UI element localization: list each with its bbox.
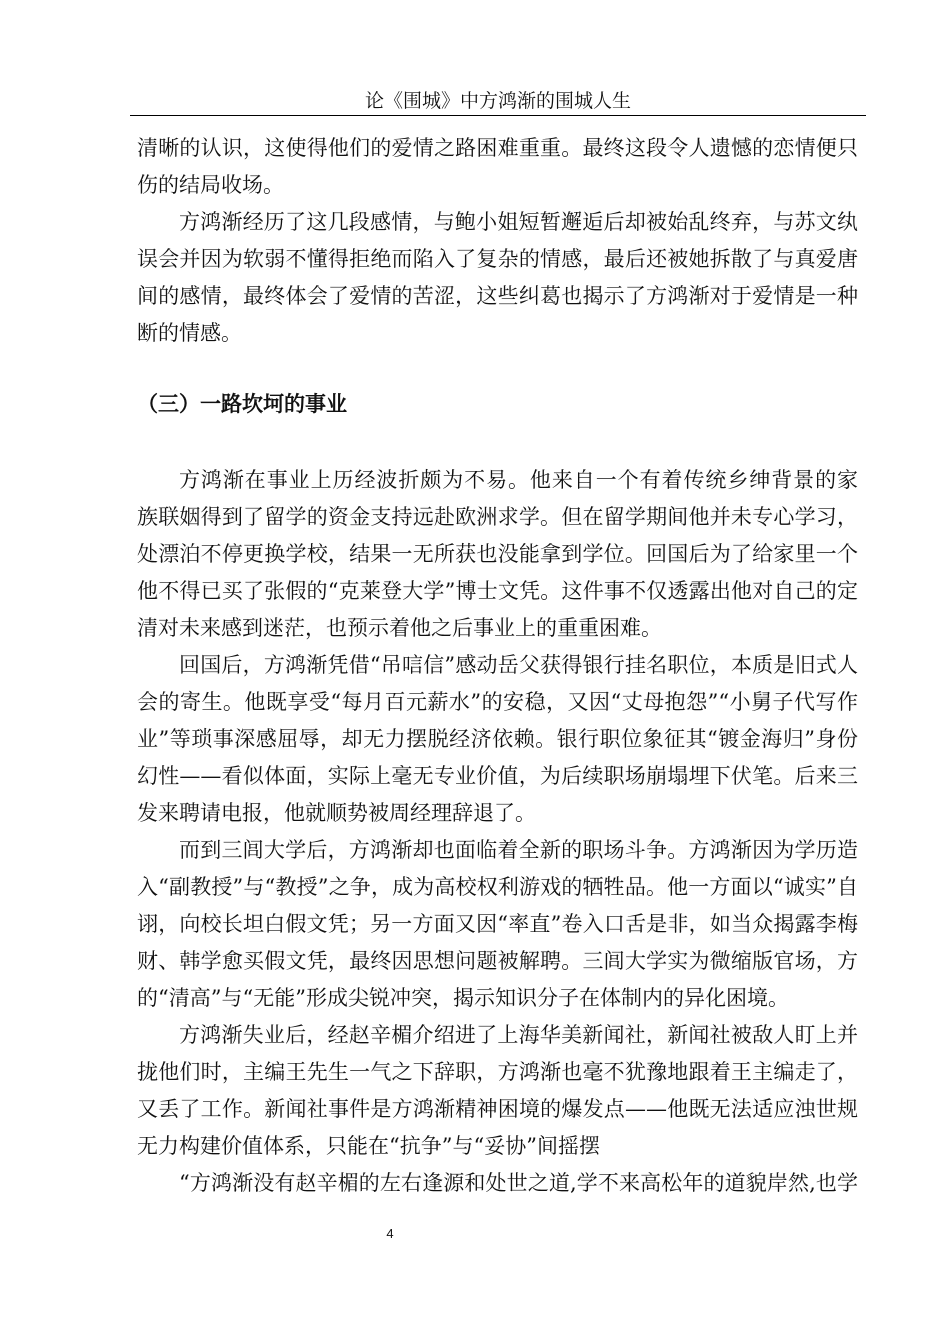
paragraph xyxy=(137,462,858,647)
text-line: 误会并因为软弱不懂得拒绝而陷入了复杂的情感，最后还被她拆散了与真爱唐 xyxy=(137,247,858,271)
text-line: 会的寄生。他既享受“每月百元薪水”的安稳，又因“丈母抱怨”“小舅子代写作 xyxy=(137,689,858,714)
text-line: 而到三闾大学后，方鸿渐却也面临着全新的职场斗争。方鸿渐因为学历造 xyxy=(179,837,858,862)
text-line: 方鸿渐在事业上历经波折颇为不易。他来自一个有着传统乡绅背景的家 xyxy=(179,467,858,492)
text-line: 财、韩学愈买假文凭，最终因思想问题被解聘。三闾大学实为微缩版官场，方 xyxy=(137,948,858,973)
text-line: 发来聘请电报，他就顺势被周经理辞退了。 xyxy=(137,800,536,825)
text-line: 拢他们时，主编王先生一气之下辞职，方鸿渐也毫不犹豫地跟着王主编走了， xyxy=(137,1059,858,1084)
text-line: 诩，向校长坦白假文凭；另一方面又因“率直”卷入口舌是非，如当众揭露李梅 xyxy=(137,911,858,936)
text-line: 业”等琐事深感屈辱，却无力摆脱经济依赖。银行职位象征其“镀金海归”身份 xyxy=(137,726,858,751)
paragraph xyxy=(137,1165,858,1202)
body-text-after-heading xyxy=(137,462,858,1202)
paragraph xyxy=(137,832,858,1017)
paragraph xyxy=(137,204,858,352)
body-text-before-heading xyxy=(137,130,858,352)
text-line: 他不得已买了张假的“克莱登大学”博士文凭。这件事不仅透露出他对自己的定 xyxy=(137,578,858,603)
text-line: 方鸿渐经历了这几段感情，与鲍小姐短暂邂逅后却被始乱终弃，与苏文纨 xyxy=(179,210,858,234)
text-line: 间的感情，最终体会了爱情的苦涩，这些纠葛也揭示了方鸿渐对于爱情是一种 xyxy=(137,284,858,308)
section-heading: （三）一路坎坷的事业 xyxy=(137,391,347,416)
paragraph xyxy=(137,647,858,832)
text-line: “方鸿渐没有赵辛楣的左右逢源和处世之道,学不来高松年的道貌岸然,也学 xyxy=(179,1170,858,1195)
paragraph xyxy=(137,1017,858,1165)
text-line: 方鸿渐失业后，经赵辛楣介绍进了上海华美新闻社，新闻社被敌人盯上并 xyxy=(179,1022,858,1047)
text-line: 清晰的认识，这使得他们的爱情之路困难重重。最终这段令人遗憾的恋情便只 xyxy=(137,136,858,160)
text-line: 伤的结局收场。 xyxy=(137,173,284,197)
text-line: 清对未来感到迷茫，也预示着他之后事业上的重重困难。 xyxy=(137,615,662,640)
text-line: 又丢了工作。新闻社事件是方鸿渐精神困境的爆发点——他既无法适应浊世规 xyxy=(137,1096,858,1121)
text-line: 断的情感。 xyxy=(137,321,242,345)
text-line: 幻性——看似体面，实际上毫无专业价值，为后续职场崩塌埋下伏笔。后来三 xyxy=(137,763,858,788)
text-line: 入“副教授”与“教授”之争，成为高校权利游戏的牺牲品。他一方面以“诚实”自 xyxy=(137,874,858,899)
text-line: 族联姻得到了留学的资金支持远赴欧洲求学。但在留学期间他并未专心学习， xyxy=(137,504,858,529)
page-number: 4 xyxy=(386,1226,394,1241)
text-line: 的“清高”与“无能”形成尖锐冲突，揭示知识分子在体制内的异化困境。 xyxy=(137,985,789,1010)
text-line: 回国后，方鸿渐凭借“吊唁信”感动岳父获得银行挂名职位，本质是旧式人 xyxy=(179,652,858,677)
text-line: 处漂泊不停更换学校，结果一无所获也没能拿到学位。回国后为了给家里一个 xyxy=(137,541,858,566)
running-header: 论《围城》中方鸿渐的围城人生 xyxy=(364,90,631,112)
header-rule xyxy=(130,115,866,116)
paragraph xyxy=(137,130,858,204)
text-line: 无力构建价值体系，只能在“抗争”与“妥协”间摇摆 xyxy=(137,1133,600,1158)
